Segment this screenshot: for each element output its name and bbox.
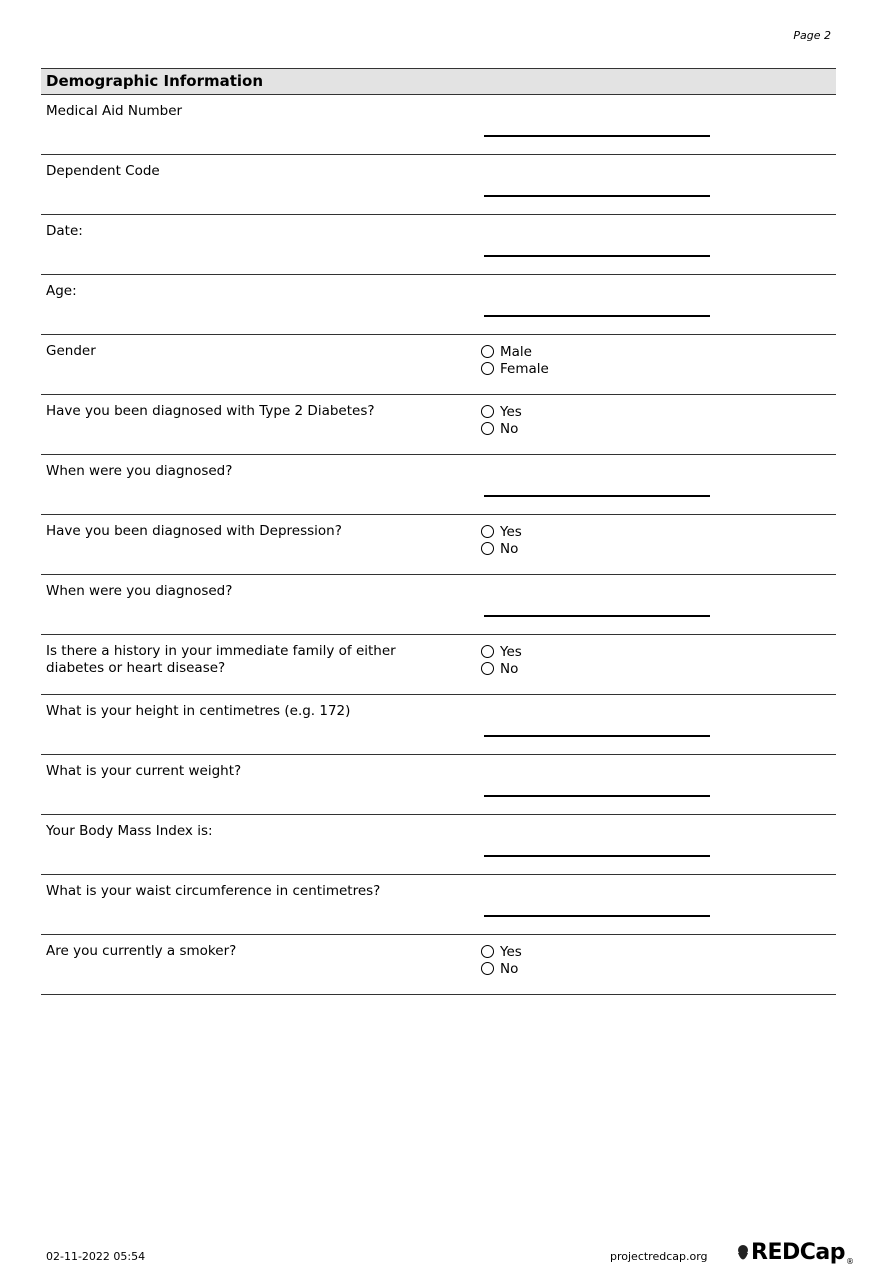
radio-option-label: Yes <box>500 643 522 660</box>
text-entry-line[interactable] <box>484 255 710 257</box>
field-label: What is your waist circumference in centimetres? <box>46 883 381 899</box>
form-row <box>41 875 836 935</box>
form-row <box>41 515 836 575</box>
form-row <box>41 275 836 335</box>
text-entry-line[interactable] <box>484 195 710 197</box>
form-row <box>41 575 836 635</box>
form-row <box>41 335 836 395</box>
radio-option[interactable] <box>481 403 522 420</box>
text-entry-line[interactable] <box>484 795 710 797</box>
radio-option-label: Yes <box>500 523 522 540</box>
radio-button-icon[interactable] <box>481 422 494 435</box>
radio-button-icon[interactable] <box>481 962 494 975</box>
radio-button-icon[interactable] <box>481 645 494 658</box>
field-list <box>41 95 836 995</box>
field-label: What is your height in centimetres (e.g. 172) <box>46 703 351 719</box>
radio-option-label: No <box>500 540 519 557</box>
text-entry-line[interactable] <box>484 315 710 317</box>
radio-button-icon[interactable] <box>481 362 494 375</box>
form-row <box>41 815 836 875</box>
form-row <box>41 155 836 215</box>
field-label: Have you been diagnosed with Type 2 Diabetes? <box>46 403 375 419</box>
radio-option[interactable] <box>481 420 522 437</box>
field-label: What is your current weight? <box>46 763 242 779</box>
text-entry-line[interactable] <box>484 915 710 917</box>
radio-option[interactable] <box>481 523 522 540</box>
field-label: When were you diagnosed? <box>46 463 233 479</box>
field-label: Have you been diagnosed with Depression? <box>46 523 342 539</box>
radio-group <box>481 943 522 977</box>
logo-registered-mark: ® <box>845 1257 854 1266</box>
text-entry-line[interactable] <box>484 615 710 617</box>
radio-option-label: Female <box>500 360 549 377</box>
radio-option[interactable] <box>481 540 522 557</box>
radio-option[interactable] <box>481 643 522 660</box>
radio-group <box>481 403 522 437</box>
form-row <box>41 395 836 455</box>
text-entry-line[interactable] <box>484 855 710 857</box>
footer-url[interactable]: projectredcap.org <box>610 1250 708 1263</box>
radio-group <box>481 523 522 557</box>
field-label: Medical Aid Number <box>46 103 183 119</box>
redcap-logo <box>735 1240 854 1266</box>
form-row <box>41 695 836 755</box>
radio-option-label: No <box>500 420 519 437</box>
field-label: Dependent Code <box>46 163 160 179</box>
radio-option-label: No <box>500 660 519 677</box>
section-title: Demographic Information <box>41 68 836 95</box>
field-label: Gender <box>46 343 96 359</box>
form-row <box>41 455 836 515</box>
field-label: Age: <box>46 283 77 299</box>
radio-button-icon[interactable] <box>481 345 494 358</box>
field-label: Is there a history in your immediate family of either diabetes or heart disease? <box>46 643 396 676</box>
field-label: When were you diagnosed? <box>46 583 233 599</box>
radio-option-label: Yes <box>500 943 522 960</box>
field-label: Your Body Mass Index is: <box>46 823 213 839</box>
radio-option[interactable] <box>481 960 522 977</box>
text-entry-line[interactable] <box>484 735 710 737</box>
radio-group <box>481 643 522 677</box>
radio-option[interactable] <box>481 360 549 377</box>
form-row <box>41 95 836 155</box>
field-label: Date: <box>46 223 83 239</box>
text-entry-line[interactable] <box>484 495 710 497</box>
radio-button-icon[interactable] <box>481 542 494 555</box>
form-row <box>41 935 836 995</box>
radio-option[interactable] <box>481 660 522 677</box>
form-row <box>41 755 836 815</box>
form-row <box>41 215 836 275</box>
form-row <box>41 635 836 695</box>
redcap-logo-icon <box>735 1244 751 1266</box>
page-number: Page 2 <box>793 29 831 42</box>
radio-group <box>481 343 549 377</box>
radio-option-label: Male <box>500 343 532 360</box>
radio-button-icon[interactable] <box>481 525 494 538</box>
radio-button-icon[interactable] <box>481 945 494 958</box>
logo-text: REDCap <box>751 1240 845 1265</box>
text-entry-line[interactable] <box>484 135 710 137</box>
radio-option[interactable] <box>481 343 549 360</box>
demographic-section <box>41 68 836 995</box>
radio-button-icon[interactable] <box>481 662 494 675</box>
radio-option-label: Yes <box>500 403 522 420</box>
footer-timestamp: 02-11-2022 05:54 <box>46 1250 146 1263</box>
radio-button-icon[interactable] <box>481 405 494 418</box>
radio-option-label: No <box>500 960 519 977</box>
radio-option[interactable] <box>481 943 522 960</box>
field-label: Are you currently a smoker? <box>46 943 237 959</box>
